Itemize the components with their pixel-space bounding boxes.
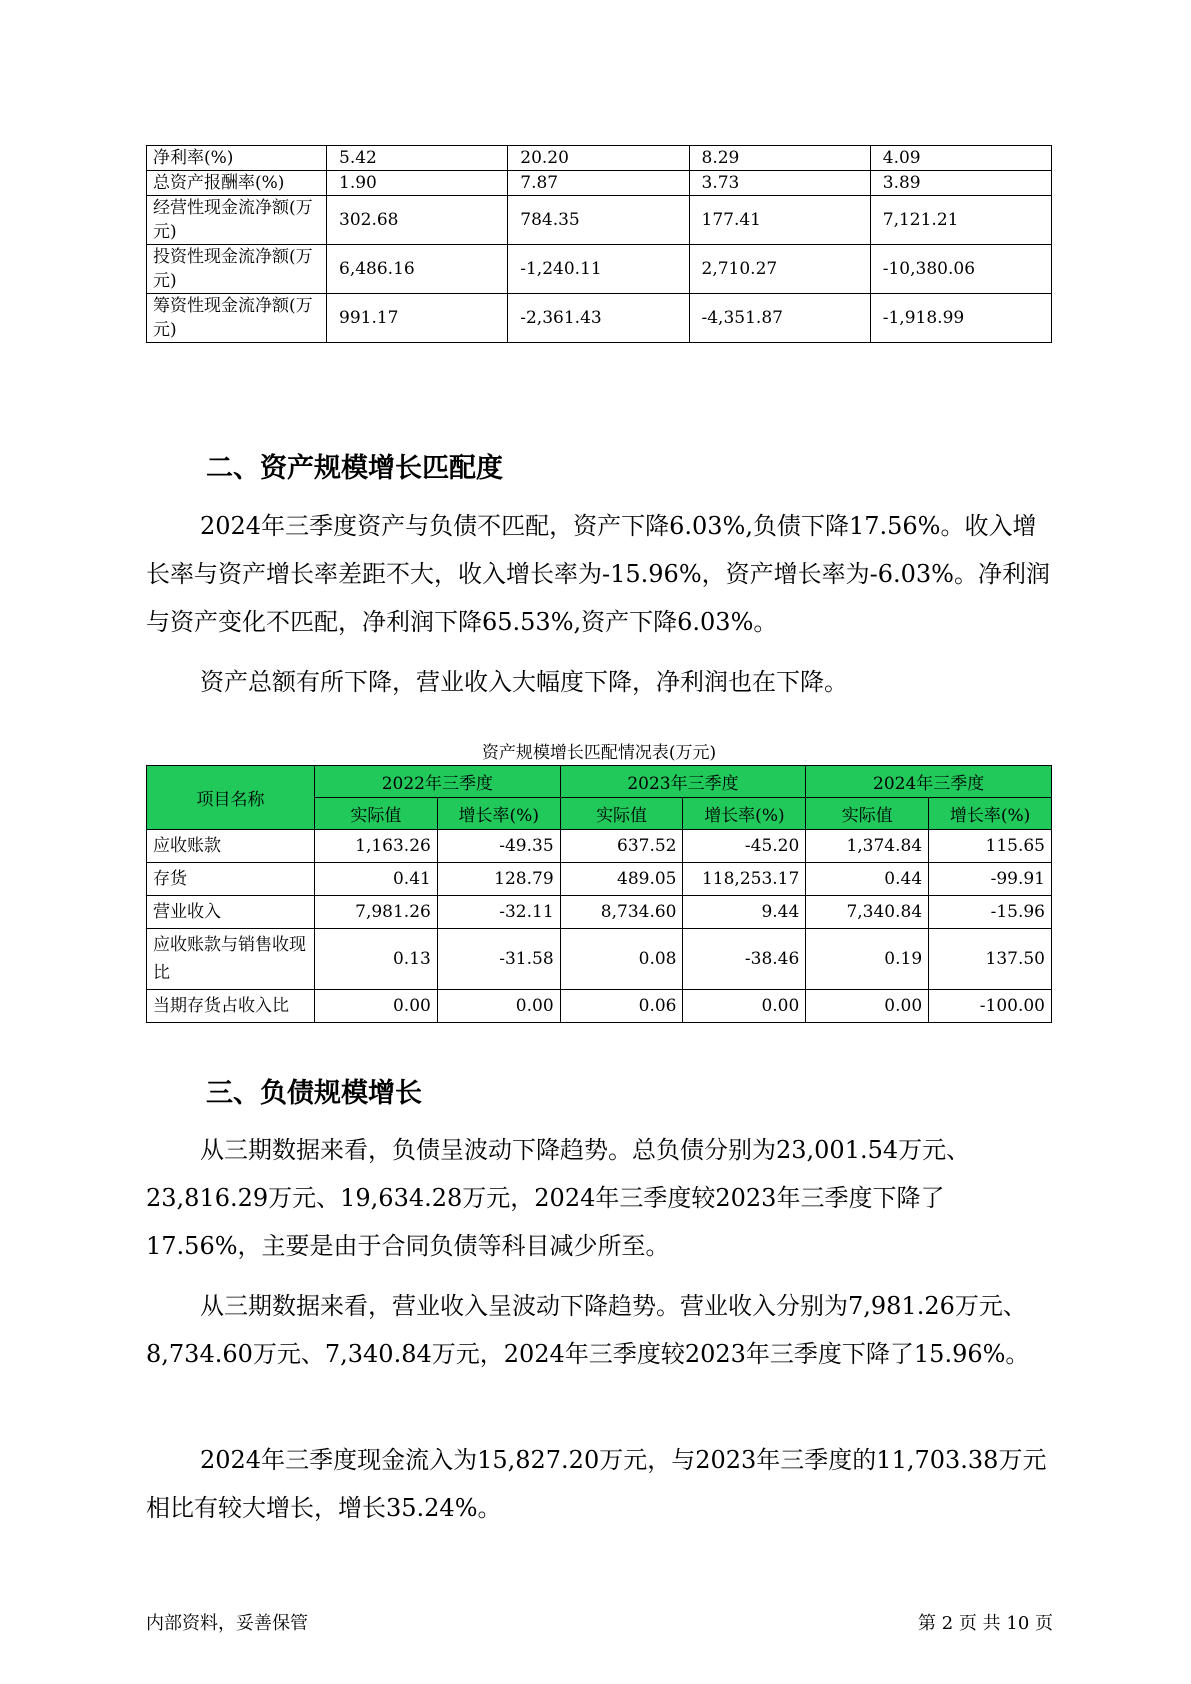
table-cell: 7,121.21 — [870, 196, 1051, 245]
section-heading: 三、负债规模增长 — [206, 1078, 422, 1109]
table-cell: 784.35 — [508, 196, 689, 245]
row-label: 筹资性现金流净额(万元) — [147, 294, 327, 343]
column-header: 2023年三季度 — [560, 766, 806, 798]
table-row — [147, 863, 1052, 896]
row-label: 当期存货占收入比 — [147, 990, 315, 1023]
table-cell: -10,380.06 — [870, 245, 1051, 294]
table-cell: 9.44 — [683, 896, 806, 929]
table-cell: 0.41 — [315, 863, 438, 896]
table-cell: -1,918.99 — [870, 294, 1051, 343]
table-cell: 991.17 — [327, 294, 508, 343]
table-row — [147, 896, 1052, 929]
body-paragraph: 从三期数据来看，负债呈波动下降趋势。总负债分别为23,001.54万元、23,816.29万元、19,634.28万元，2024年三季度较2023年三季度下降了17.56%，主要是由于合同负债等科目减少所至。 — [146, 1136, 971, 1260]
row-label: 净利率(%) — [147, 146, 327, 171]
table-cell: 0.19 — [806, 929, 929, 990]
table-cell: 115.65 — [929, 830, 1052, 863]
table-cell: 2,710.27 — [689, 245, 870, 294]
table-cell: 0.00 — [315, 990, 438, 1023]
column-header: 实际值 — [560, 798, 683, 830]
row-label: 应收账款与销售收现比 — [147, 929, 315, 990]
table-cell: -45.20 — [683, 830, 806, 863]
row-label: 总资产报酬率(%) — [147, 171, 327, 196]
table-cell: 0.13 — [315, 929, 438, 990]
table-cell: 637.52 — [560, 830, 683, 863]
row-label: 应收账款 — [147, 830, 315, 863]
table-cell: 0.00 — [437, 990, 560, 1023]
table-cell: 7.87 — [508, 171, 689, 196]
table-cell: 3.73 — [689, 171, 870, 196]
column-header: 实际值 — [806, 798, 929, 830]
table-cell: 4.09 — [870, 146, 1051, 171]
row-label: 投资性现金流净额(万元) — [147, 245, 327, 294]
table-row — [147, 245, 1052, 294]
column-header: 增长率(%) — [437, 798, 560, 830]
table-cell: -2,361.43 — [508, 294, 689, 343]
table-cell: 0.44 — [806, 863, 929, 896]
table-cell: 5.42 — [327, 146, 508, 171]
table-cell: -1,240.11 — [508, 245, 689, 294]
table-cell: 302.68 — [327, 196, 508, 245]
table-cell: 8,734.60 — [560, 896, 683, 929]
asset-growth-table — [146, 765, 1052, 1023]
column-header: 实际值 — [315, 798, 438, 830]
row-label: 营业收入 — [147, 896, 315, 929]
table-cell: -38.46 — [683, 929, 806, 990]
financial-indicators-table — [146, 145, 1052, 343]
table-cell: 7,340.84 — [806, 896, 929, 929]
table-cell: 1,374.84 — [806, 830, 929, 863]
table-cell: -49.35 — [437, 830, 560, 863]
table-cell: 0.08 — [560, 929, 683, 990]
table-row — [147, 171, 1052, 196]
footer-confidential-note: 内部资料，妥善保管 — [146, 1613, 308, 1634]
table-cell: 3.89 — [870, 171, 1051, 196]
table-cell: -15.96 — [929, 896, 1052, 929]
table-cell: 0.00 — [806, 990, 929, 1023]
table-cell: -99.91 — [929, 863, 1052, 896]
table-cell: 1.90 — [327, 171, 508, 196]
body-paragraph: 2024年三季度资产与负债不匹配，资产下降6.03%,负债下降17.56%。收入增长率与资产增长率差距不大，收入增长率为-15.96%，资产增长率为-6.03%。净利润与资产变化不匹配，净利润下降65.53%,资产下降6.03%。 — [146, 512, 1050, 636]
body-paragraph: 资产总额有所下降，营业收入大幅度下降，净利润也在下降。 — [200, 668, 848, 696]
table-row — [147, 830, 1052, 863]
column-header: 2022年三季度 — [315, 766, 561, 798]
column-header: 增长率(%) — [929, 798, 1052, 830]
table-cell: 0.06 — [560, 990, 683, 1023]
body-paragraph: 从三期数据来看，营业收入呈波动下降趋势。营业收入分别为7,981.26万元、8,734.60万元、7,340.84万元，2024年三季度较2023年三季度下降了15.96%。 — [146, 1292, 1030, 1368]
table-row — [147, 929, 1052, 990]
table-cell: 128.79 — [437, 863, 560, 896]
row-label: 存货 — [147, 863, 315, 896]
table-cell: 1,163.26 — [315, 830, 438, 863]
table-row — [147, 146, 1052, 171]
table-row — [147, 990, 1052, 1023]
table-cell: 177.41 — [689, 196, 870, 245]
body-paragraph: 2024年三季度现金流入为15,827.20万元，与2023年三季度的11,703.38万元相比有较大增长，增长35.24%。 — [146, 1446, 1047, 1522]
column-header: 项目名称 — [147, 766, 315, 830]
table-caption: 资产规模增长匹配情况表(万元) — [481, 743, 717, 763]
page-number: 第 2 页 共 10 页 — [918, 1613, 1053, 1634]
table-cell: 8.29 — [689, 146, 870, 171]
table-cell: -31.58 — [437, 929, 560, 990]
column-header: 2024年三季度 — [806, 766, 1052, 798]
section-heading: 二、资产规模增长匹配度 — [206, 453, 503, 484]
table-cell: 137.50 — [929, 929, 1052, 990]
table-cell: 6,486.16 — [327, 245, 508, 294]
table-cell: 118,253.17 — [683, 863, 806, 896]
table-cell: -4,351.87 — [689, 294, 870, 343]
table-cell: -32.11 — [437, 896, 560, 929]
table-cell: 0.00 — [683, 990, 806, 1023]
table-cell: -100.00 — [929, 990, 1052, 1023]
row-label: 经营性现金流净额(万元) — [147, 196, 327, 245]
table-cell: 7,981.26 — [315, 896, 438, 929]
table-cell: 489.05 — [560, 863, 683, 896]
column-header: 增长率(%) — [683, 798, 806, 830]
table-row — [147, 294, 1052, 343]
table-row — [147, 196, 1052, 245]
table-header-row — [147, 766, 1052, 798]
table-cell: 20.20 — [508, 146, 689, 171]
